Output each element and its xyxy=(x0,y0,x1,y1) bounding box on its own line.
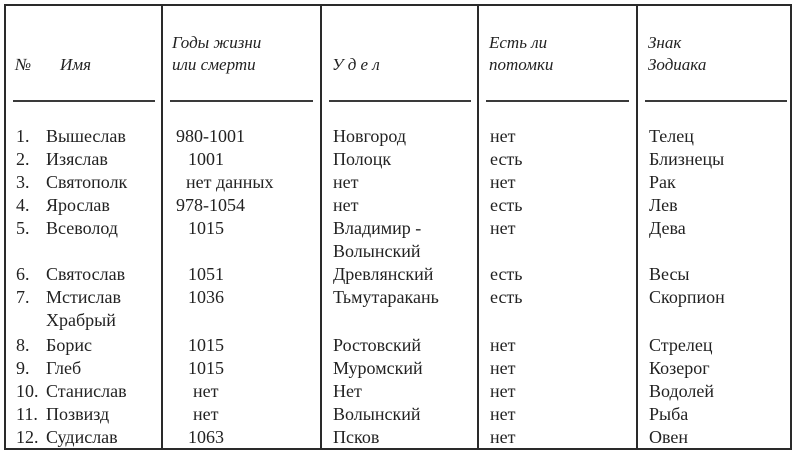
cell-udel: Владимир - xyxy=(333,218,422,238)
cell-udel: Древлянский xyxy=(333,264,434,284)
cell-descendants: нет xyxy=(490,427,516,447)
cell-udel: Нет xyxy=(333,381,362,401)
cell-years: 1001 xyxy=(188,149,224,169)
cell-num: 1. xyxy=(16,126,30,146)
cell-udel: Ростовский xyxy=(333,335,422,355)
cell-udel: нет xyxy=(333,195,359,215)
cell-name: Мстислав xyxy=(46,287,121,307)
cell-zodiac: Водолей xyxy=(649,381,715,401)
cell-years: нет xyxy=(193,404,219,424)
cell-years: нет данных xyxy=(186,172,274,192)
cell-name: Борис xyxy=(46,335,92,355)
cell-zodiac: Рыба xyxy=(649,404,689,424)
cell-descendants: есть xyxy=(490,149,523,169)
cell-name: Изяслав xyxy=(46,149,108,169)
cell-zodiac: Скорпион xyxy=(649,287,725,307)
cell-years: нет xyxy=(193,381,219,401)
cell-zodiac: Лев xyxy=(649,195,678,215)
header-underline xyxy=(13,100,155,102)
cell-name: Станислав xyxy=(46,381,127,401)
cell-years: 1015 xyxy=(188,218,224,238)
cell-udel: нет xyxy=(333,172,359,192)
cell-years: 1063 xyxy=(188,427,224,447)
header-descendants-line2: потомки xyxy=(489,55,554,74)
header-descendants xyxy=(489,32,553,76)
table-row xyxy=(0,380,800,403)
header-zodiac-line2: Зодиака xyxy=(648,55,707,74)
cell-years: 978-1054 xyxy=(176,195,245,215)
cell-name: Позвизд xyxy=(46,404,110,424)
header-underline xyxy=(329,100,471,102)
header-years xyxy=(172,32,261,76)
header-underline xyxy=(645,100,787,102)
cell-name: Святополк xyxy=(46,172,128,192)
cell-name: Глеб xyxy=(46,358,82,378)
table-row xyxy=(0,334,800,357)
cell-name-continuation: Храбрый xyxy=(46,310,116,330)
cell-udel: Тьмутаракань xyxy=(333,287,439,307)
header-zodiac xyxy=(648,32,706,76)
cell-descendants: нет xyxy=(490,335,516,355)
header-zodiac-line1: Знак xyxy=(648,33,682,52)
cell-descendants: нет xyxy=(490,218,516,238)
cell-udel: Муромский xyxy=(333,358,423,378)
table-row xyxy=(0,263,800,286)
cell-num: 5. xyxy=(16,218,30,238)
table-row xyxy=(0,403,800,426)
cell-num: 10. xyxy=(16,381,39,401)
cell-zodiac: Близнецы xyxy=(649,149,725,169)
cell-num: 4. xyxy=(16,195,30,215)
cell-zodiac: Козерог xyxy=(649,358,710,378)
table-row xyxy=(0,426,800,449)
header-udel: У д е л xyxy=(332,55,380,74)
cell-udel: Полоцк xyxy=(333,149,392,169)
header-underline xyxy=(170,100,313,102)
cell-years: 1051 xyxy=(188,264,224,284)
cell-udel: Волынский xyxy=(333,404,421,424)
cell-name: Всеволод xyxy=(46,218,118,238)
table-row xyxy=(0,148,800,171)
table-row xyxy=(0,171,800,194)
table-row xyxy=(0,217,800,240)
cell-years: 1015 xyxy=(188,358,224,378)
cell-zodiac: Рак xyxy=(649,172,676,192)
cell-descendants: есть xyxy=(490,195,523,215)
cell-descendants: нет xyxy=(490,126,516,146)
header-years-line1: Годы жизни xyxy=(172,33,262,52)
cell-zodiac: Весы xyxy=(649,264,690,284)
cell-years: 1036 xyxy=(188,287,224,307)
header-years-line2: или смерти xyxy=(172,55,256,74)
cell-name: Святослав xyxy=(46,264,126,284)
cell-name: Ярослав xyxy=(46,195,110,215)
cell-name: Судислав xyxy=(46,427,118,447)
cell-descendants: нет xyxy=(490,381,516,401)
cell-num: 7. xyxy=(16,287,30,307)
cell-zodiac: Стрелец xyxy=(649,335,713,355)
cell-name: Вышеслав xyxy=(46,126,126,146)
cell-num: 9. xyxy=(16,358,30,378)
header-num: № xyxy=(15,55,32,74)
cell-udel-continuation: Волынский xyxy=(333,241,421,261)
cell-num: 6. xyxy=(16,264,30,284)
table-row xyxy=(0,125,800,148)
table-row xyxy=(0,286,800,309)
cell-udel: Новгород xyxy=(333,126,407,146)
cell-descendants: есть xyxy=(490,287,523,307)
table-row xyxy=(0,357,800,380)
cell-descendants: нет xyxy=(490,172,516,192)
cell-num: 8. xyxy=(16,335,30,355)
table-row xyxy=(0,194,800,217)
cell-num: 12. xyxy=(16,427,39,447)
cell-num: 2. xyxy=(16,149,30,169)
cell-num: 3. xyxy=(16,172,30,192)
cell-zodiac: Дева xyxy=(649,218,686,238)
cell-descendants: нет xyxy=(490,358,516,378)
header-underline xyxy=(486,100,629,102)
header-name: Имя xyxy=(60,55,92,74)
cell-years: 1015 xyxy=(188,335,224,355)
header-descendants-line1: Есть ли xyxy=(489,33,548,52)
cell-zodiac: Телец xyxy=(649,126,694,146)
cell-udel: Псков xyxy=(333,427,380,447)
cell-num: 11. xyxy=(16,404,38,424)
cell-zodiac: Овен xyxy=(649,427,689,447)
cell-descendants: нет xyxy=(490,404,516,424)
cell-descendants: есть xyxy=(490,264,523,284)
cell-years: 980-1001 xyxy=(176,126,245,146)
